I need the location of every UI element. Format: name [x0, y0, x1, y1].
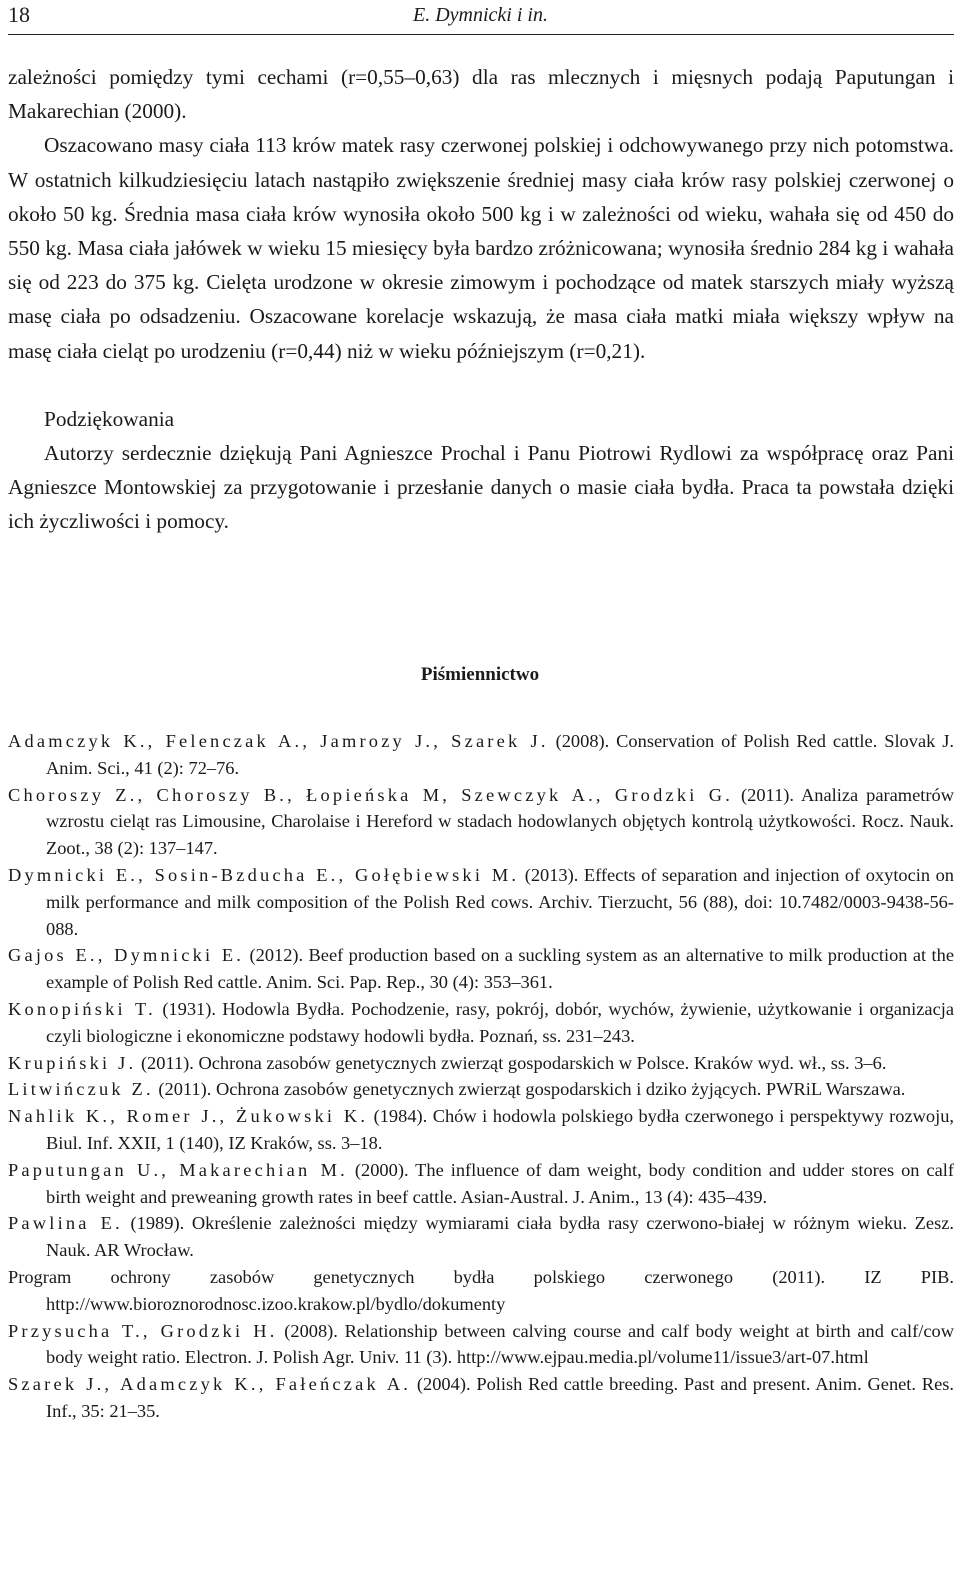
reference-details: (2012). Beef production based on a suckling system as an alternative to milk production at the example of Polish Red cattle. Anim. Sci. Pap. Rep., 30 (4): 353–361. — [46, 945, 954, 993]
reference-authors: Dymnicki E., Sosin-Bzducha E., Gołębiewski M. — [8, 864, 520, 885]
paragraph-summary: Oszacowano masy ciała 113 krów matek rasy czerwonej polskiej i odchowywanego przy nich potomstwa. W ostatnich kilkudziesięciu latach nastąpiło zwiększenie średniej masy ciała krów rasy polskiej czerwonej o około 50 kg. Średnia masa ciała krów wynosiła około 500 kg i w zależności od wieku, wahała się od 450 do 550 kg. Masa ciała jałówek w wieku 15 miesięcy była bardzo zróżnicowana; wynosiła średnio 284 kg i wahała się od 223 do 375 kg. Cielęta urodzone w okresie zimowym i pochodzące od matek starszych miały wyższą masę ciała po odsadzeniu. Oszacowane korelacje wskazują, że masa ciała matki miała większy wpływ na masę ciała cieląt po urodzeniu (r=0,44) niż w wieku późniejszym (r=0,21). — [8, 133, 954, 363]
reference-details: Program ochrony zasobów genetycznych bydła polskiego czerwonego (2011). IZ PIB. http://www.bioroznorodnosc.izoo.krakow.pl/bydlo/dokumenty — [8, 1266, 954, 1314]
reference-item — [8, 1103, 954, 1157]
reference-authors: Litwińczuk Z. — [8, 1079, 154, 1100]
reference-item — [8, 996, 954, 1050]
reference-details: (1931). Hodowla Bydła. Pochodzenie, rasy, pokrój, dobór, wychów, żywienie, użytkowanie i organizacja czyli biologiczne i ekonomiczne podstawy hodowli bydła. Poznań, ss. 231–243. — [46, 998, 955, 1046]
reference-authors: Adamczyk K., Felenczak A., Jamrozy J., Szarek J. — [8, 731, 549, 751]
reference-details: (2008). Relationship between calving course and calf body weight at birth and calf/cow body weight ratio. Electron. J. Polish Agr. Univ. 11 (3). http://www.ejpau.media.pl/volume11/issue3/art-07.html — [46, 1320, 954, 1368]
reference-item — [8, 728, 954, 782]
reference-details: (2011). Ochrona zasobów genetycznych zwierząt gospodarskich i dziko żyjących. PWRiL Warszawa. — [158, 1079, 906, 1100]
reference-authors: Przysucha T., Grodzki H. — [8, 1320, 278, 1341]
references-list — [8, 728, 954, 1425]
reference-item — [8, 942, 954, 996]
reference-authors: Nahlik K., Romer J., Żukowski K. — [8, 1106, 369, 1127]
reference-authors: Konopiński T. — [8, 998, 156, 1019]
body-text — [8, 60, 954, 539]
page-header — [8, 0, 954, 35]
reference-details: (2013). Effects of separation and injection of oxytocin on milk performance and milk composition of the Polish Red cows. Archiv. Tierzucht, 56 (88), doi: 10.7482/0003-9438-56-088. — [46, 864, 954, 939]
reference-details: (2000). The influence of dam weight, body condition and udder stores on calf birth weight and preweaning growth rates in beef cattle. Asian-Austral. J. Anim., 13 (4): 435–439. — [46, 1159, 954, 1207]
page-number: 18 — [8, 2, 30, 27]
reference-authors: Choroszy Z., Choroszy B., Łopieńska M, Szewczyk A., Grodzki G. — [8, 784, 734, 805]
acknowledgements-text: Autorzy serdecznie dziękują Pani Agnieszce Prochal i Panu Piotrowi Rydlowi za współpracę oraz Pani Agnieszce Montowskiej za przygotowanie i przesłanie danych o masie ciała bydła. Praca ta powstała dzięki ich życzliwości i pomocy. — [8, 441, 954, 534]
references-heading: Piśmiennictwo — [420, 664, 540, 685]
reference-item — [8, 1210, 954, 1264]
reference-authors: Paputungan U., Makarechian M. — [8, 1159, 348, 1180]
reference-item — [8, 1318, 954, 1372]
reference-authors: Pawlina E. — [8, 1213, 123, 1234]
reference-item — [8, 1371, 954, 1425]
reference-details: (2011). Analiza parametrów wzrostu cieląt ras Limousine, Charolaise i Hereford w stadach hodowlanych objętych kontrolą użytkowości. Rocz. Nauk. Zoot., 38 (2): 137–147. — [46, 784, 954, 859]
reference-item — [8, 1076, 954, 1103]
reference-authors: Gajos E., Dymnicki E. — [8, 945, 245, 966]
reference-details: (1984). Chów i hodowla polskiego bydła czerwonego i perspektywy rozwoju, Biul. Inf. XXII, 1 (140), IZ Kraków, ss. 3–18. — [46, 1106, 954, 1153]
reference-item — [8, 1264, 954, 1318]
acknowledgements-heading: Podziękowania — [44, 406, 175, 431]
reference-details: (2011). Ochrona zasobów genetycznych zwierząt gospodarskich w Polsce. Kraków wyd. wł., ss. 3–6. — [140, 1052, 887, 1073]
reference-item — [8, 1050, 954, 1077]
paragraph-correlations: zależności pomiędzy tymi cechami (r=0,55–0,63) dla ras mlecznych i mięsnych podają Paputungan i Makarechian (2000). — [8, 65, 954, 124]
running-head: E. Dymnicki i in. — [413, 4, 548, 26]
reference-details: (1989). Określenie zależności między wymiarami ciała bydła rasy czerwono-białej w różnym wieku. Zesz. Nauk. AR Wrocław. — [46, 1213, 954, 1261]
reference-item — [8, 862, 954, 942]
reference-details: (2008). Conservation of Polish Red cattle. Slovak J. Anim. Sci., 41 (2): 72–76. — [46, 731, 954, 778]
reference-authors: Krupiński J. — [8, 1052, 137, 1073]
reference-authors: Szarek J., Adamczyk K., Fałeńczak A. — [8, 1374, 412, 1395]
reference-details: (2004). Polish Red cattle breeding. Past and present. Anim. Genet. Res. Inf., 35: 21–35. — [46, 1374, 954, 1421]
reference-item — [8, 782, 954, 862]
reference-item — [8, 1157, 954, 1211]
